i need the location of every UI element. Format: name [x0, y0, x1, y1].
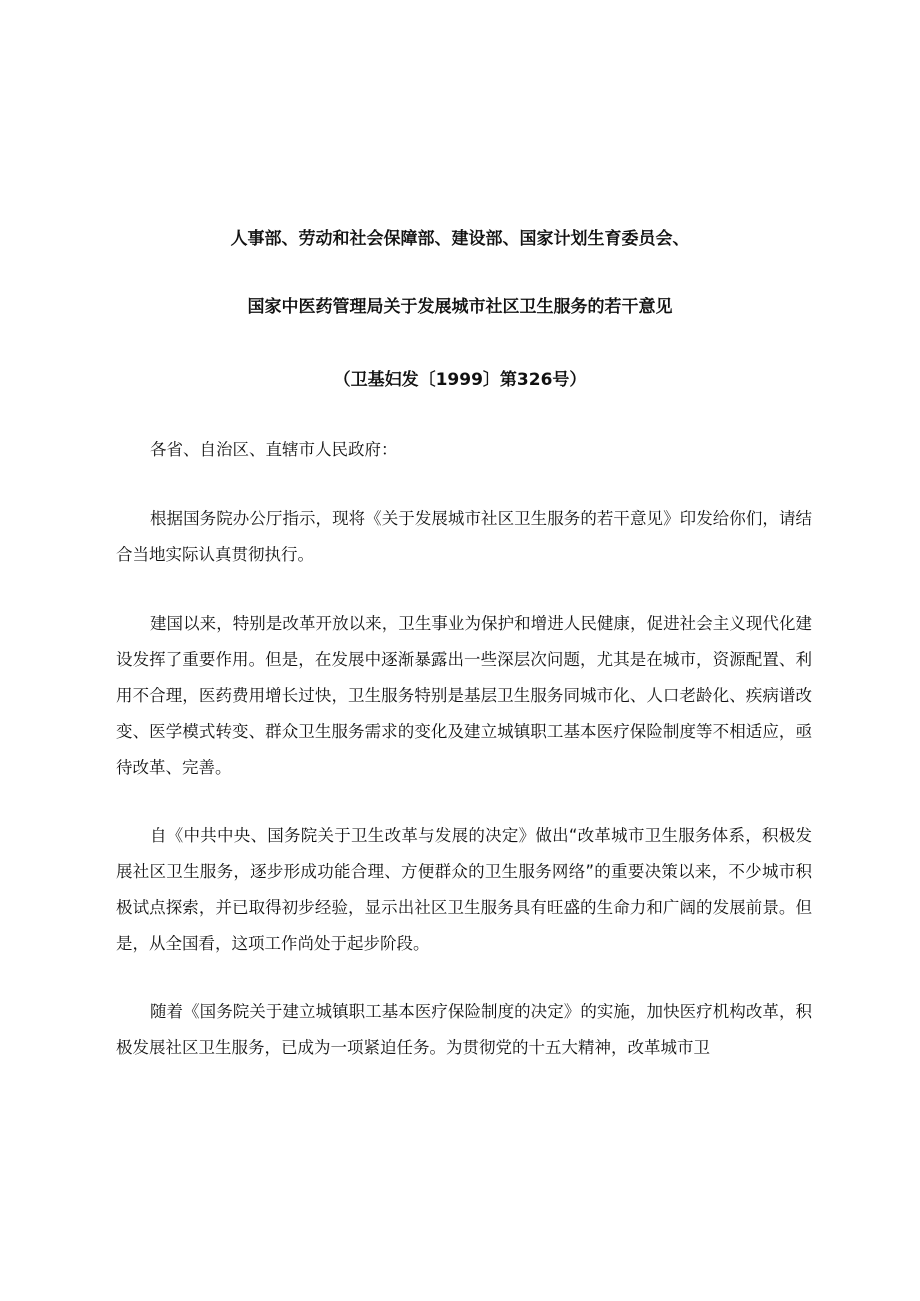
salutation: 各省、自治区、直辖市人民政府：	[150, 440, 398, 459]
paragraph-3: 自《中共中央、国务院关于卫生改革与发展的决定》做出“改革城市卫生服务体系，积极发展社区卫生服务，逐步形成功能合理、方便群众的卫生服务网络”的重要决策以来，不少城市积极试点探索，并已取得初步经验，显示出社区卫生服务具有旺盛的生命力和广阔的发展前景。但是，从全国看，这项工作尚处于起步阶段。	[116, 826, 812, 953]
document-number: （卫基妇发〔1999〕第326号）	[333, 370, 587, 390]
document-title-line-1: 人事部、劳动和社会保障部、建设部、国家计划生育委员会、	[230, 229, 690, 249]
paragraph-2: 建国以来，特别是改革开放以来，卫生事业为保护和增进人民健康，促进社会主义现代化建设发挥了重要作用。但是，在发展中逐渐暴露出一些深层次问题，尤其是在城市，资源配置、利用不合理，医药费用增长过快，卫生服务特别是基层卫生服务同城市化、人口老龄化、疾病谱改变、医学模式转变、群众卫生服务需求的变化及建立城镇职工基本医疗保险制度等不相适应，亟待改革、完善。	[116, 614, 812, 777]
paragraph-1: 根据国务院办公厅指示，现将《关于发展城市社区卫生服务的若干意见》印发给你们，请结合当地实际认真贯彻执行。	[116, 509, 812, 564]
paragraph-4: 随着《国务院关于建立城镇职工基本医疗保险制度的决定》的实施，加快医疗机构改革，积极发展社区卫生服务，已成为一项紧迫任务。为贯彻党的十五大精神，改革城市卫	[116, 1002, 812, 1057]
document-title-line-2: 国家中医药管理局关于发展城市社区卫生服务的若干意见	[247, 297, 673, 317]
